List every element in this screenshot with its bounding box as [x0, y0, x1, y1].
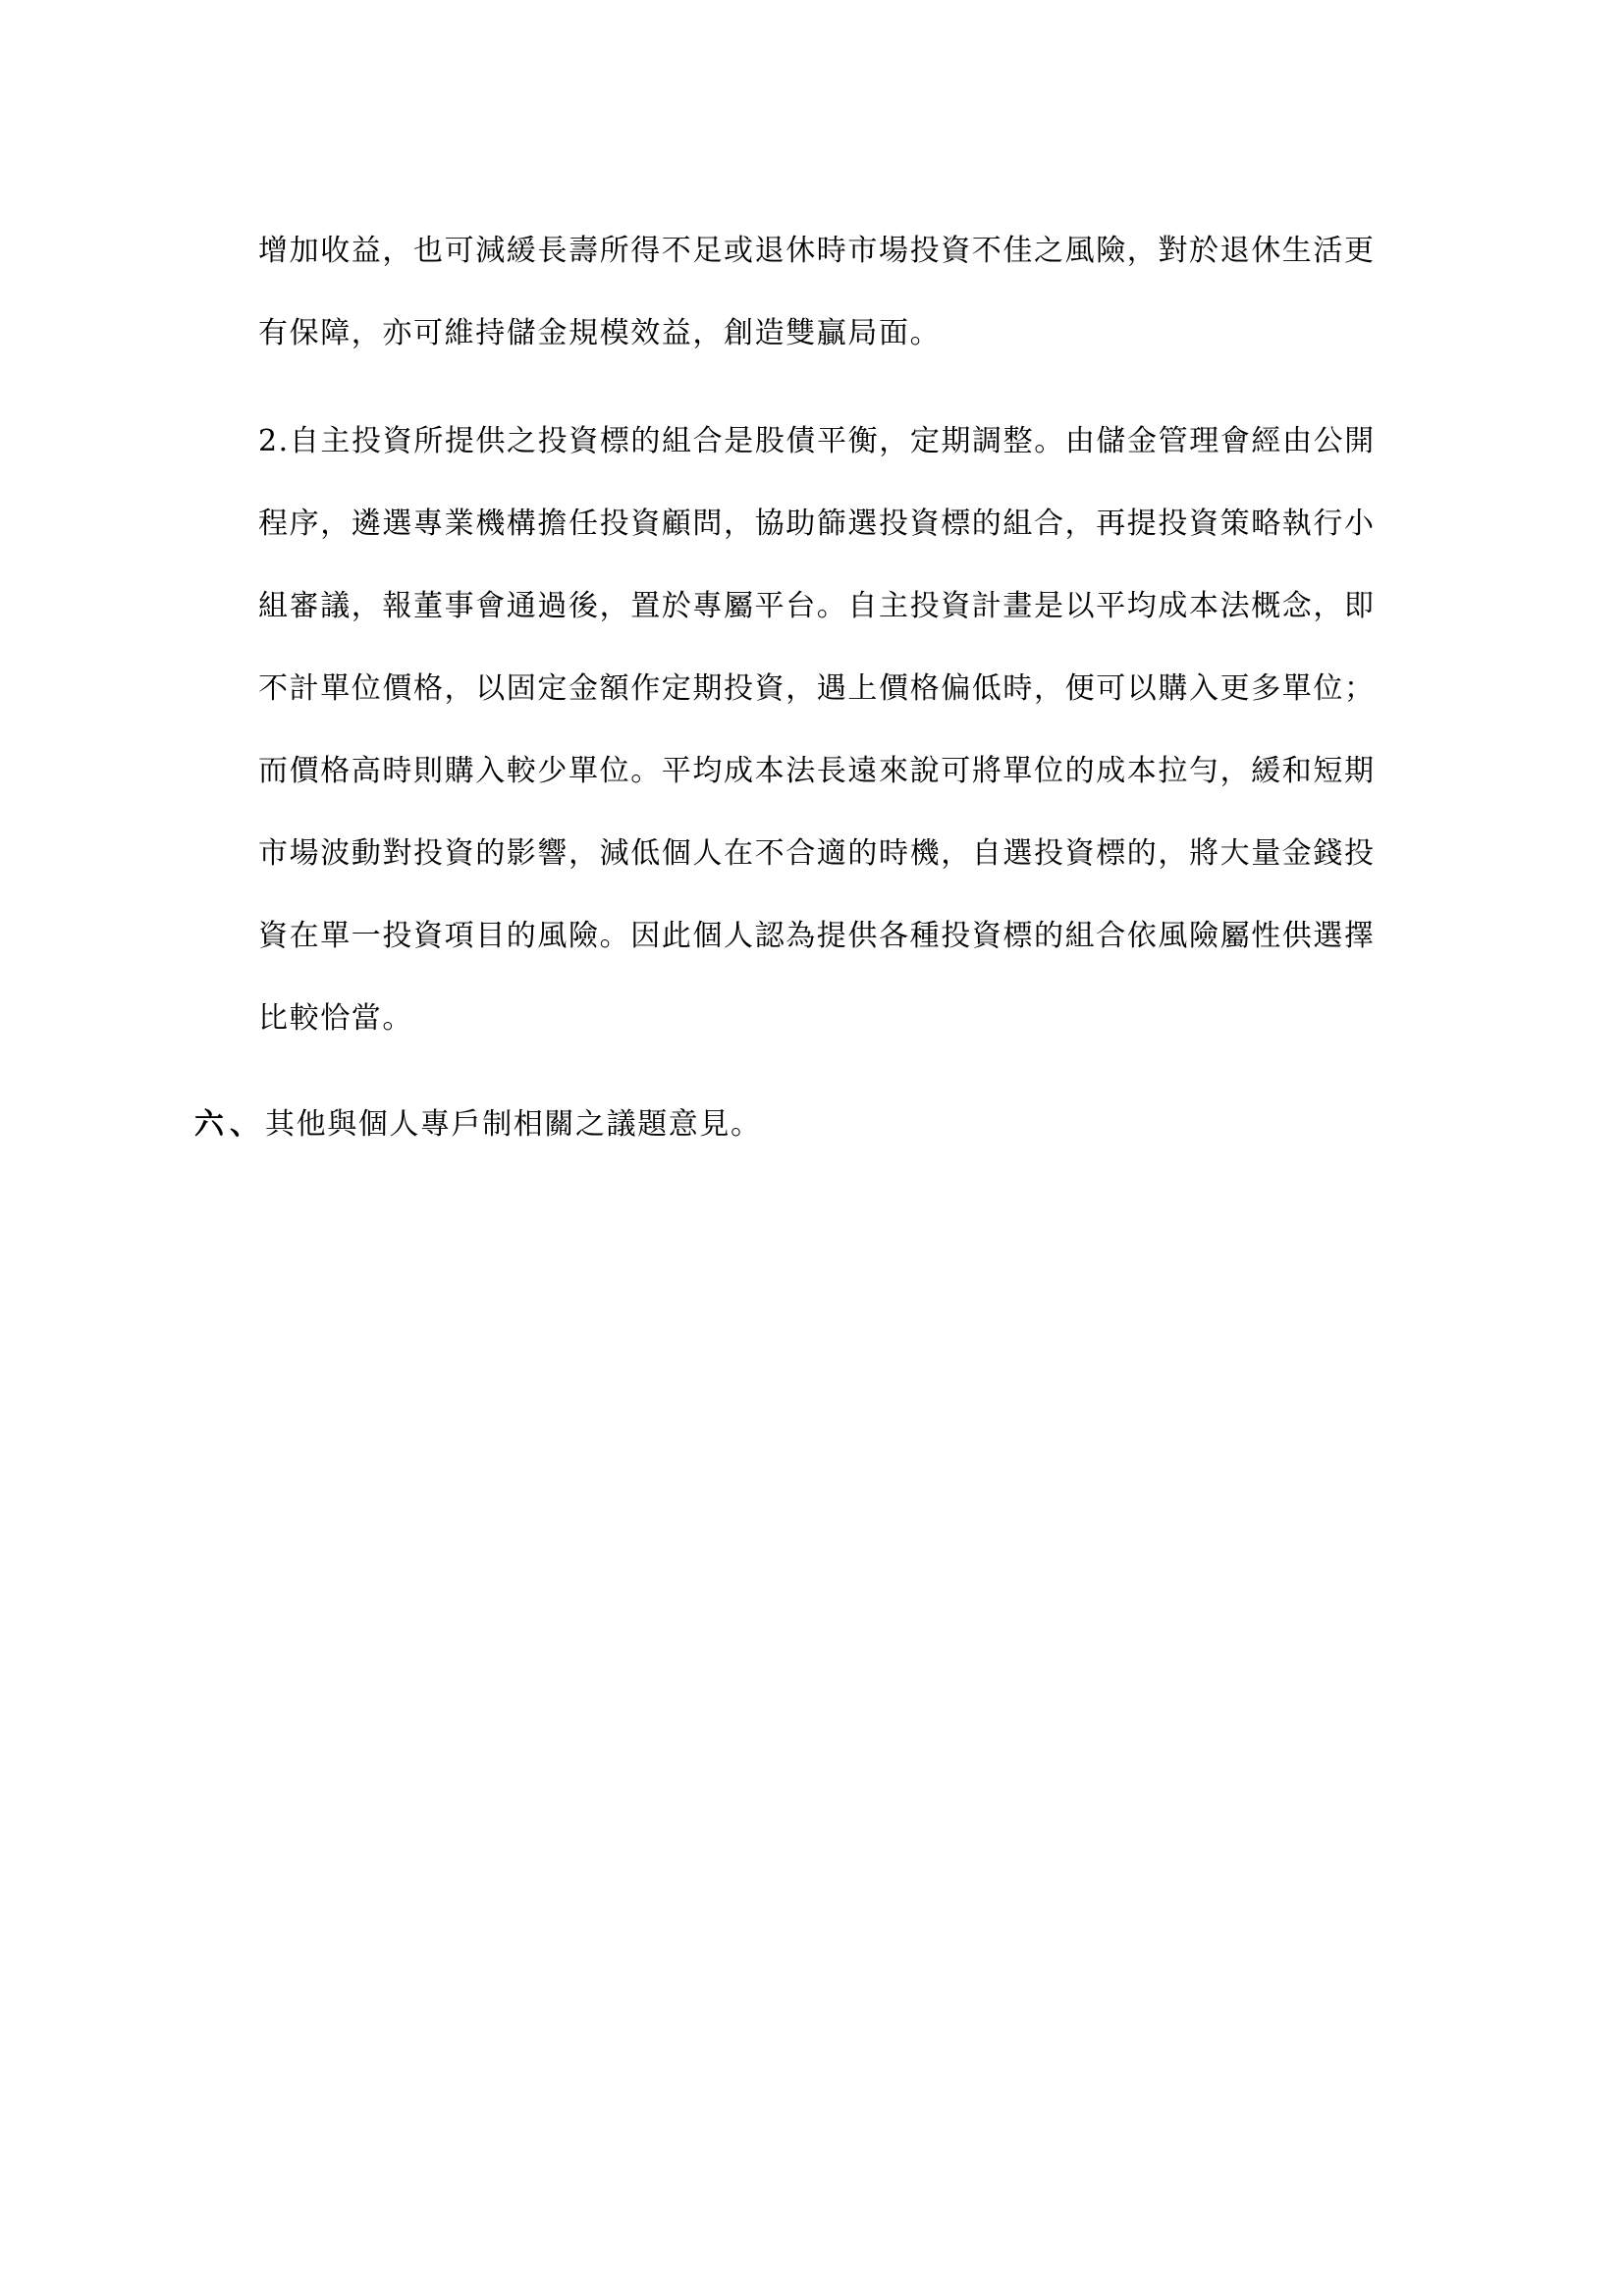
section-6-title: 其他與個人專戶制相關之議題意見。	[265, 1107, 762, 1142]
paragraph-2-line-2: 程序，遴選專業機構擔任投資顧問，協助篩選投資標的組合，再提投資策略執行小	[258, 507, 1376, 541]
paragraph-2-line-8: 比較恰當。	[258, 1001, 413, 1036]
section-6-heading	[194, 1105, 762, 1145]
paragraph-2-line-3: 組審議，報董事會通過後，置於專屬平台。自主投資計畫是以平均成本法概念，即	[258, 589, 1376, 623]
paragraph-2-line-5: 而價格高時則購入較少單位。平均成本法長遠來說可將單位的成本拉勻，緩和短期	[258, 754, 1376, 788]
paragraph-2-line-4: 不計單位價格，以固定金額作定期投資，遇上價格偏低時，便可以購入更多單位；	[258, 671, 1376, 706]
section-6-number: 六、	[194, 1107, 265, 1142]
paragraph-2-line-6: 市場波動對投資的影響，減低個人在不合適的時機，自選投資標的，將大量金錢投	[258, 836, 1376, 871]
paragraph-1-line-2: 有保障，亦可維持儲金規模效益，創造雙贏局面。	[258, 316, 942, 350]
paragraph-2-line-7: 資在單一投資項目的風險。因此個人認為提供各種投資標的組合依風險屬性供選擇	[258, 919, 1376, 953]
paragraph-1-line-1: 增加收益，也可減緩長壽所得不足或退休時市場投資不佳之風險，對於退休生活更	[258, 234, 1376, 268]
paragraph-2-line-1: 2.自主投資所提供之投資標的組合是股債平衡，定期調整。由儲金管理會經由公開	[258, 424, 1376, 458]
